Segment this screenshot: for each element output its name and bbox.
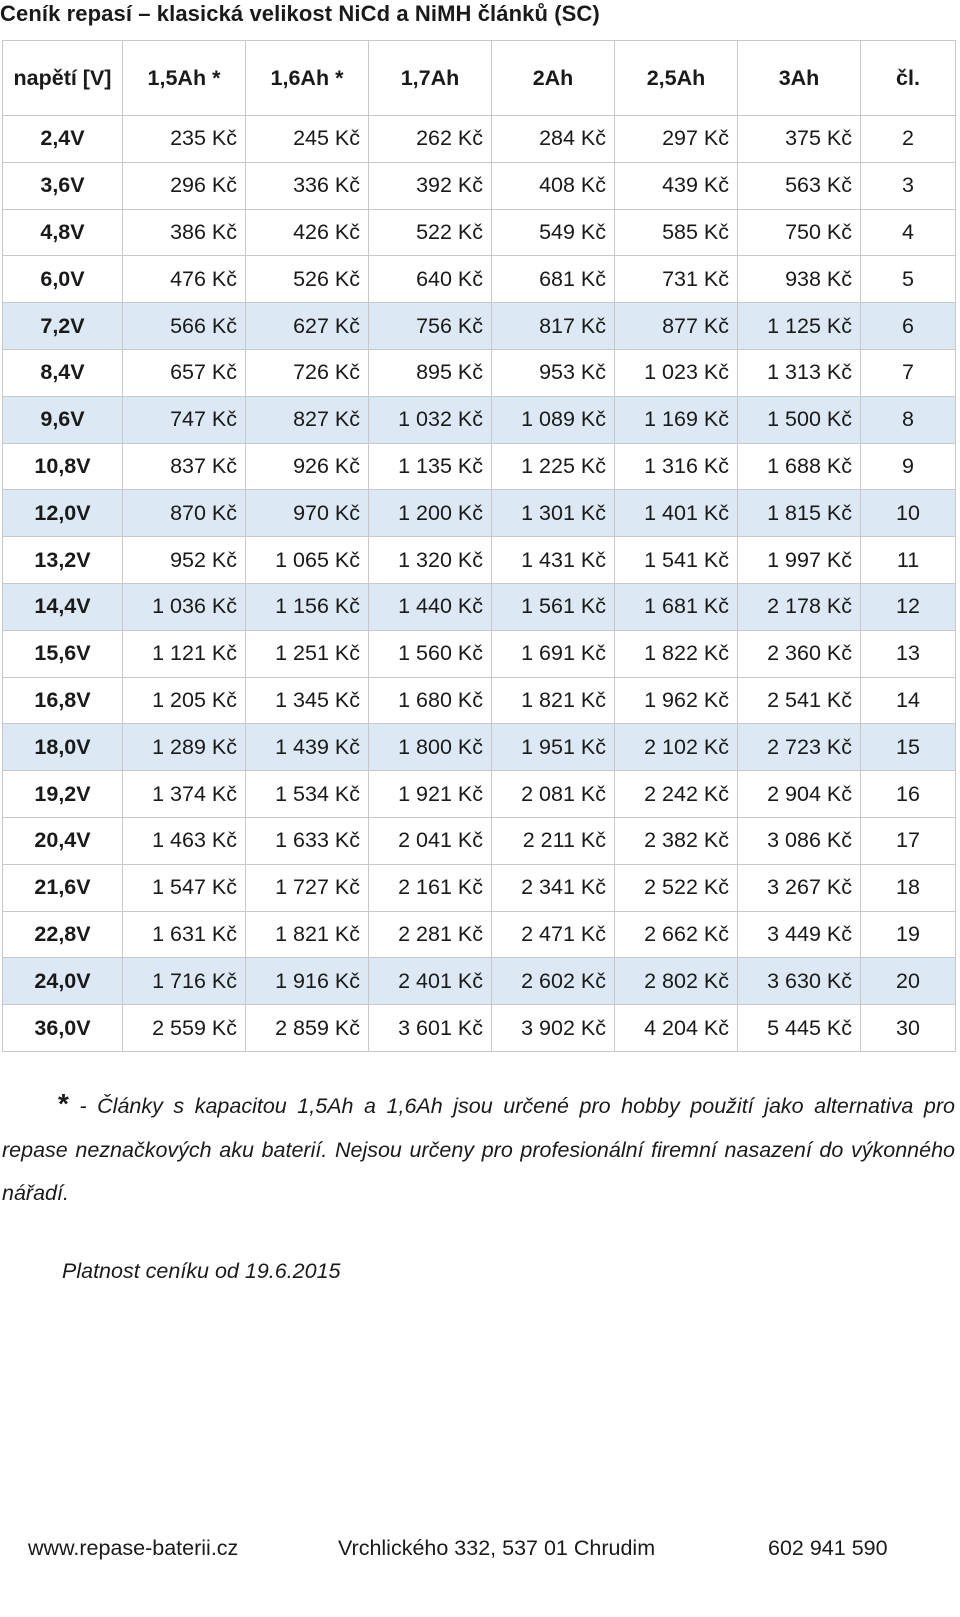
voltage-cell: 20,4V [3, 817, 123, 864]
price-cell: 2 602 Kč [492, 958, 615, 1005]
price-cell: 3 630 Kč [738, 958, 861, 1005]
table-row [3, 1005, 956, 1052]
price-cell: 1 313 Kč [738, 349, 861, 396]
price-cell: 837 Kč [123, 443, 246, 490]
capacity-note-text: - Články s kapacitou 1,5Ah a 1,6Ah jsou určené pro hobby použití jako alternativa pro repase neznačkových aku baterií. Nejsou určeny pro profesionální firemní nasazení do výkonného nářadí. [2, 1094, 955, 1205]
price-cell: 392 Kč [369, 162, 492, 209]
price-cell: 1 121 Kč [123, 630, 246, 677]
table-row [3, 162, 956, 209]
price-cell: 1 962 Kč [615, 677, 738, 724]
price-cell: 1 125 Kč [738, 303, 861, 350]
price-cell: 2 522 Kč [615, 864, 738, 911]
header-capacity-1-5ah: 1,5Ah * [123, 41, 246, 116]
cell-count-cell: 10 [861, 490, 956, 537]
price-cell: 1 800 Kč [369, 724, 492, 771]
cell-count-cell: 18 [861, 864, 956, 911]
cell-count-cell: 8 [861, 396, 956, 443]
price-cell: 296 Kč [123, 162, 246, 209]
price-cell: 245 Kč [246, 116, 369, 163]
header-capacity-1-7ah: 1,7Ah [369, 41, 492, 116]
price-cell: 1 997 Kč [738, 537, 861, 584]
capacity-note [2, 1082, 955, 1216]
cell-count-cell: 11 [861, 537, 956, 584]
cell-count-cell: 9 [861, 443, 956, 490]
voltage-cell: 2,4V [3, 116, 123, 163]
price-cell: 1 727 Kč [246, 864, 369, 911]
footer-address: Vrchlického 332, 537 01 Chrudim [338, 1536, 656, 1560]
price-cell: 2 401 Kč [369, 958, 492, 1005]
price-cell: 1 822 Kč [615, 630, 738, 677]
price-cell: 1 032 Kč [369, 396, 492, 443]
price-cell: 297 Kč [615, 116, 738, 163]
price-cell: 731 Kč [615, 256, 738, 303]
header-capacity-3ah: 3Ah [738, 41, 861, 116]
price-cell: 522 Kč [369, 209, 492, 256]
voltage-cell: 21,6V [3, 864, 123, 911]
price-cell: 1 439 Kč [246, 724, 369, 771]
voltage-cell: 12,0V [3, 490, 123, 537]
price-cell: 336 Kč [246, 162, 369, 209]
header-cell-count: čl. [861, 41, 956, 116]
price-cell: 563 Kč [738, 162, 861, 209]
price-cell: 1 541 Kč [615, 537, 738, 584]
price-cell: 1 251 Kč [246, 630, 369, 677]
price-cell: 2 723 Kč [738, 724, 861, 771]
price-cell: 1 821 Kč [246, 911, 369, 958]
price-cell: 1 225 Kč [492, 443, 615, 490]
table-row [3, 209, 956, 256]
price-cell: 1 135 Kč [369, 443, 492, 490]
price-cell: 1 500 Kč [738, 396, 861, 443]
price-cell: 2 178 Kč [738, 583, 861, 630]
table-row [3, 630, 956, 677]
cell-count-cell: 5 [861, 256, 956, 303]
price-cell: 2 859 Kč [246, 1005, 369, 1052]
price-cell: 2 360 Kč [738, 630, 861, 677]
price-cell: 1 316 Kč [615, 443, 738, 490]
price-cell: 877 Kč [615, 303, 738, 350]
price-cell: 926 Kč [246, 443, 369, 490]
cell-count-cell: 6 [861, 303, 956, 350]
price-cell: 4 204 Kč [615, 1005, 738, 1052]
price-cell: 2 541 Kč [738, 677, 861, 724]
price-cell: 476 Kč [123, 256, 246, 303]
price-cell: 2 211 Kč [492, 817, 615, 864]
price-cell: 284 Kč [492, 116, 615, 163]
price-cell: 549 Kč [492, 209, 615, 256]
price-cell: 1 320 Kč [369, 537, 492, 584]
price-cell: 1 440 Kč [369, 583, 492, 630]
table-row [3, 864, 956, 911]
asterisk-mark: * [58, 1088, 69, 1119]
cell-count-cell: 7 [861, 349, 956, 396]
cell-count-cell: 4 [861, 209, 956, 256]
footer-phone: 602 941 590 [768, 1536, 888, 1560]
table-row [3, 443, 956, 490]
voltage-cell: 10,8V [3, 443, 123, 490]
price-cell: 756 Kč [369, 303, 492, 350]
price-cell: 439 Kč [615, 162, 738, 209]
table-row [3, 490, 956, 537]
cell-count-cell: 16 [861, 771, 956, 818]
price-cell: 386 Kč [123, 209, 246, 256]
price-cell: 827 Kč [246, 396, 369, 443]
price-cell: 262 Kč [369, 116, 492, 163]
table-row [3, 677, 956, 724]
price-cell: 2 242 Kč [615, 771, 738, 818]
cell-count-cell: 20 [861, 958, 956, 1005]
price-cell: 1 205 Kč [123, 677, 246, 724]
price-cell: 585 Kč [615, 209, 738, 256]
voltage-cell: 24,0V [3, 958, 123, 1005]
price-cell: 1 916 Kč [246, 958, 369, 1005]
voltage-cell: 13,2V [3, 537, 123, 584]
price-cell: 2 802 Kč [615, 958, 738, 1005]
price-cell: 1 374 Kč [123, 771, 246, 818]
price-cell: 1 815 Kč [738, 490, 861, 537]
voltage-cell: 6,0V [3, 256, 123, 303]
voltage-cell: 19,2V [3, 771, 123, 818]
cell-count-cell: 12 [861, 583, 956, 630]
price-cell: 2 904 Kč [738, 771, 861, 818]
cell-count-cell: 2 [861, 116, 956, 163]
price-cell: 2 081 Kč [492, 771, 615, 818]
price-cell: 1 547 Kč [123, 864, 246, 911]
price-cell: 817 Kč [492, 303, 615, 350]
price-cell: 657 Kč [123, 349, 246, 396]
price-cell: 1 821 Kč [492, 677, 615, 724]
footer [0, 1536, 960, 1566]
price-cell: 953 Kč [492, 349, 615, 396]
price-cell: 1 169 Kč [615, 396, 738, 443]
price-cell: 747 Kč [123, 396, 246, 443]
price-cell: 2 161 Kč [369, 864, 492, 911]
price-cell: 1 681 Kč [615, 583, 738, 630]
price-cell: 2 341 Kč [492, 864, 615, 911]
cell-count-cell: 30 [861, 1005, 956, 1052]
price-validity: Platnost ceníku od 19.6.2015 [62, 1259, 341, 1283]
price-cell: 3 449 Kč [738, 911, 861, 958]
page-title: Ceník repasí – klasická velikost NiCd a NiMH článků (SC) [0, 1, 600, 26]
price-cell: 1 345 Kč [246, 677, 369, 724]
price-cell: 1 023 Kč [615, 349, 738, 396]
price-cell: 2 102 Kč [615, 724, 738, 771]
price-cell: 1 716 Kč [123, 958, 246, 1005]
price-cell: 1 089 Kč [492, 396, 615, 443]
price-cell: 2 281 Kč [369, 911, 492, 958]
price-cell: 1 156 Kč [246, 583, 369, 630]
price-cell: 2 382 Kč [615, 817, 738, 864]
price-cell: 1 951 Kč [492, 724, 615, 771]
price-cell: 1 921 Kč [369, 771, 492, 818]
price-cell: 1 463 Kč [123, 817, 246, 864]
voltage-cell: 3,6V [3, 162, 123, 209]
price-cell: 1 680 Kč [369, 677, 492, 724]
price-cell: 2 041 Kč [369, 817, 492, 864]
price-cell: 681 Kč [492, 256, 615, 303]
price-cell: 2 559 Kč [123, 1005, 246, 1052]
price-cell: 3 902 Kč [492, 1005, 615, 1052]
voltage-cell: 7,2V [3, 303, 123, 350]
price-cell: 408 Kč [492, 162, 615, 209]
voltage-cell: 18,0V [3, 724, 123, 771]
price-cell: 526 Kč [246, 256, 369, 303]
table-row [3, 396, 956, 443]
table-row [3, 116, 956, 163]
table-row [3, 583, 956, 630]
cell-count-cell: 13 [861, 630, 956, 677]
price-cell: 3 601 Kč [369, 1005, 492, 1052]
voltage-cell: 9,6V [3, 396, 123, 443]
table-row [3, 817, 956, 864]
price-cell: 627 Kč [246, 303, 369, 350]
price-cell: 1 401 Kč [615, 490, 738, 537]
voltage-cell: 15,6V [3, 630, 123, 677]
price-cell: 640 Kč [369, 256, 492, 303]
table-row [3, 349, 956, 396]
price-cell: 1 688 Kč [738, 443, 861, 490]
table-row [3, 771, 956, 818]
price-cell: 870 Kč [123, 490, 246, 537]
header-voltage: napětí [V] [3, 41, 123, 116]
price-cell: 750 Kč [738, 209, 861, 256]
price-cell: 1 200 Kč [369, 490, 492, 537]
cell-count-cell: 15 [861, 724, 956, 771]
price-cell: 1 431 Kč [492, 537, 615, 584]
table-row [3, 537, 956, 584]
cell-count-cell: 14 [861, 677, 956, 724]
voltage-cell: 22,8V [3, 911, 123, 958]
price-cell: 952 Kč [123, 537, 246, 584]
price-cell: 3 267 Kč [738, 864, 861, 911]
price-cell: 1 561 Kč [492, 583, 615, 630]
price-cell: 3 086 Kč [738, 817, 861, 864]
footer-website: www.repase-baterii.cz [28, 1536, 239, 1560]
price-table-body [3, 116, 956, 1052]
price-cell: 375 Kč [738, 116, 861, 163]
price-cell: 2 662 Kč [615, 911, 738, 958]
cell-count-cell: 19 [861, 911, 956, 958]
price-cell: 1 065 Kč [246, 537, 369, 584]
price-cell: 1 560 Kč [369, 630, 492, 677]
price-cell: 1 631 Kč [123, 911, 246, 958]
price-cell: 5 445 Kč [738, 1005, 861, 1052]
price-cell: 1 036 Kč [123, 583, 246, 630]
table-row [3, 958, 956, 1005]
table-row [3, 303, 956, 350]
price-cell: 566 Kč [123, 303, 246, 350]
price-cell: 426 Kč [246, 209, 369, 256]
table-row [3, 911, 956, 958]
price-cell: 895 Kč [369, 349, 492, 396]
price-cell: 1 691 Kč [492, 630, 615, 677]
table-header-row [3, 41, 956, 116]
cell-count-cell: 17 [861, 817, 956, 864]
header-capacity-2ah: 2Ah [492, 41, 615, 116]
table-row [3, 724, 956, 771]
price-cell: 1 289 Kč [123, 724, 246, 771]
price-cell: 2 471 Kč [492, 911, 615, 958]
price-cell: 726 Kč [246, 349, 369, 396]
price-cell: 970 Kč [246, 490, 369, 537]
voltage-cell: 8,4V [3, 349, 123, 396]
cell-count-cell: 3 [861, 162, 956, 209]
price-cell: 1 534 Kč [246, 771, 369, 818]
voltage-cell: 4,8V [3, 209, 123, 256]
header-capacity-1-6ah: 1,6Ah * [246, 41, 369, 116]
voltage-cell: 36,0V [3, 1005, 123, 1052]
price-cell: 235 Kč [123, 116, 246, 163]
price-table [2, 40, 956, 1052]
price-cell: 1 633 Kč [246, 817, 369, 864]
voltage-cell: 14,4V [3, 583, 123, 630]
voltage-cell: 16,8V [3, 677, 123, 724]
header-capacity-2-5ah: 2,5Ah [615, 41, 738, 116]
price-cell: 1 301 Kč [492, 490, 615, 537]
price-cell: 938 Kč [738, 256, 861, 303]
table-row [3, 256, 956, 303]
